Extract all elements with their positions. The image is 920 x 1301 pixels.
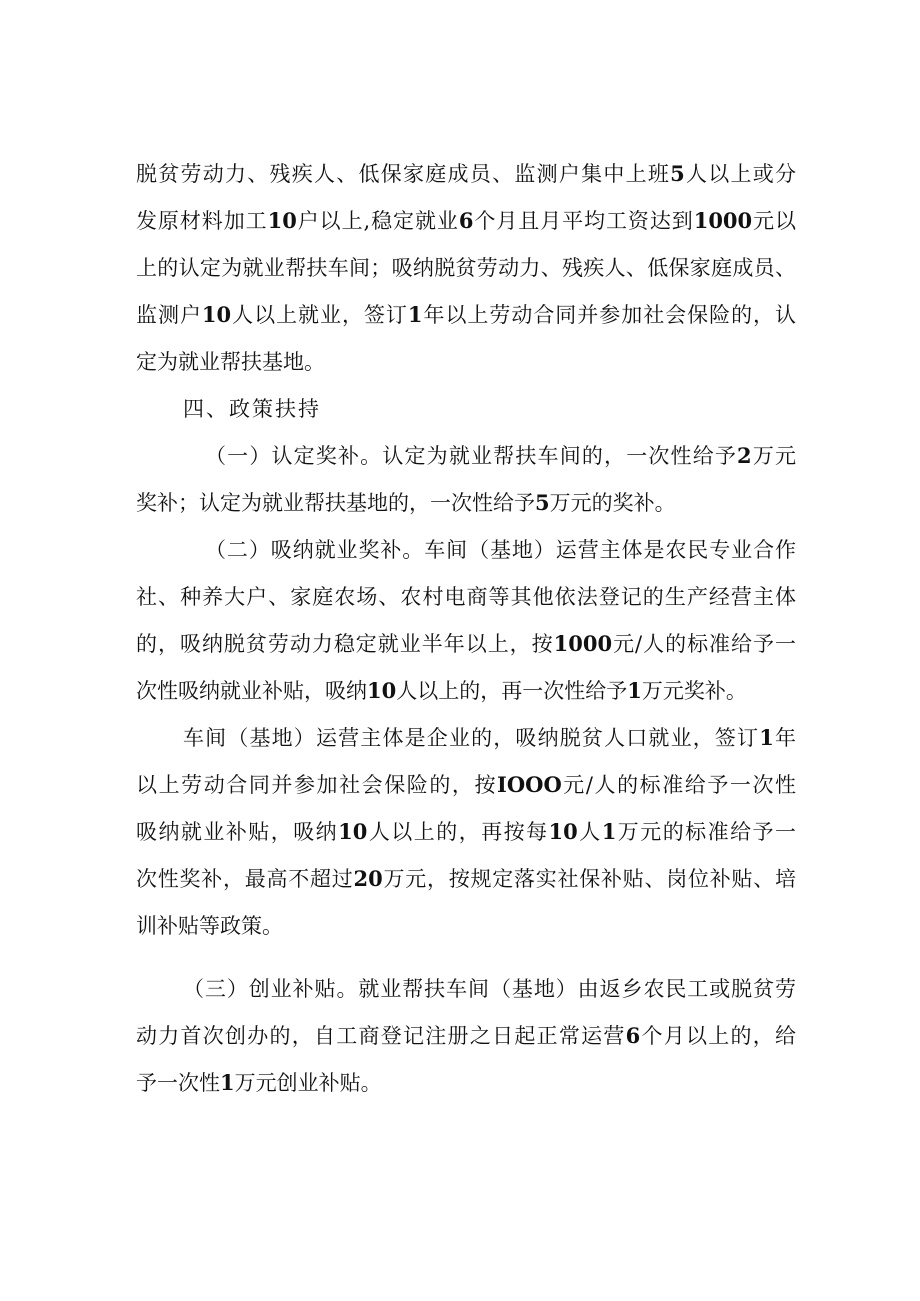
paragraph-line: 发原材料加工10户以上,稳定就业6个月且月平均工资达到1000元以 [136, 208, 797, 233]
paragraph-line: 次性奖补，最高不超过20万元，按规定落实社保补贴、岗位补贴、培 [136, 866, 797, 891]
number-text: 1 [220, 1070, 235, 1095]
paragraph-line: 上的认定为就业帮扶车间；吸纳脱贫劳动力、残疾人、低保家庭成员、 [136, 256, 796, 280]
number-text: 6 [625, 1023, 641, 1048]
paragraph-line: 监测户10人以上就业，签订1年以上劳动合同并参加社会保险的，认 [136, 302, 797, 327]
number-text: 1 [627, 678, 642, 703]
number-text: 1000 [693, 208, 753, 233]
paragraph-line: 动力首次创办的，自工商登记注册之日起正常运营6个月以上的，给 [136, 1023, 796, 1048]
number-text: IOOO [497, 772, 562, 797]
number-text: 1 [759, 725, 774, 750]
paragraph-line: 的，吸纳脱贫劳动力稳定就业半年以上，按1000元/人的标准给予一 [136, 631, 796, 656]
paragraph-line: （二）吸纳就业奖补。车间（基地）运营主体是农民专业合作 [205, 538, 796, 562]
paragraph-line: （一）认定奖补。认定为就业帮扶车间的，一次性给予2万元 [205, 443, 797, 468]
paragraph-line: 次性吸纳就业补贴，吸纳10人以上的，再一次性给予1万元奖补。 [136, 678, 747, 703]
number-text: 10 [338, 819, 368, 844]
paragraph-line: 车间（基地）运营主体是企业的，吸纳脱贫人口就业，签订1年 [183, 725, 797, 750]
number-text: 10 [201, 302, 232, 327]
paragraph-line: 奖补；认定为就业帮扶基地的，一次性给予5万元的奖补。 [136, 490, 676, 515]
section-heading: 四、政策扶持 [183, 397, 321, 421]
number-text: 2 [737, 443, 752, 468]
paragraph-line: 脱贫劳动力、残疾人、低保家庭成员、监测户集中上班5人以上或分 [136, 161, 797, 186]
number-text: 20 [353, 866, 383, 891]
paragraph-line: 训补贴等政策。 [136, 914, 283, 938]
paragraph-line: 予一次性1万元创业补贴。 [136, 1070, 382, 1095]
number-text: 6 [458, 208, 474, 233]
number-text: 5 [535, 490, 550, 515]
number-text: 1 [601, 819, 617, 844]
number-text: 10 [548, 819, 578, 844]
paragraph-line: 定为就业帮扶基地。 [136, 350, 325, 374]
number-text: 10 [367, 678, 397, 703]
number-text: 5 [670, 161, 685, 186]
number-text: 10 [267, 208, 297, 233]
number-text: 1 [407, 302, 423, 327]
number-text: 1000 [553, 631, 613, 656]
paragraph-line: 以上劳动合同并参加社会保险的，按IOOO元/人的标准给予一次性 [136, 772, 797, 797]
paragraph-line: （三）创业补贴。就业帮扶车间（基地）由返乡农民工或脱贫劳 [183, 977, 796, 1001]
paragraph-line: 社、种养大户、家庭农场、农村电商等其他依法登记的生产经营主体 [136, 585, 796, 609]
paragraph-line: 吸纳就业补贴，吸纳10人以上的，再按每10人1万元的标准给予一 [136, 819, 797, 844]
